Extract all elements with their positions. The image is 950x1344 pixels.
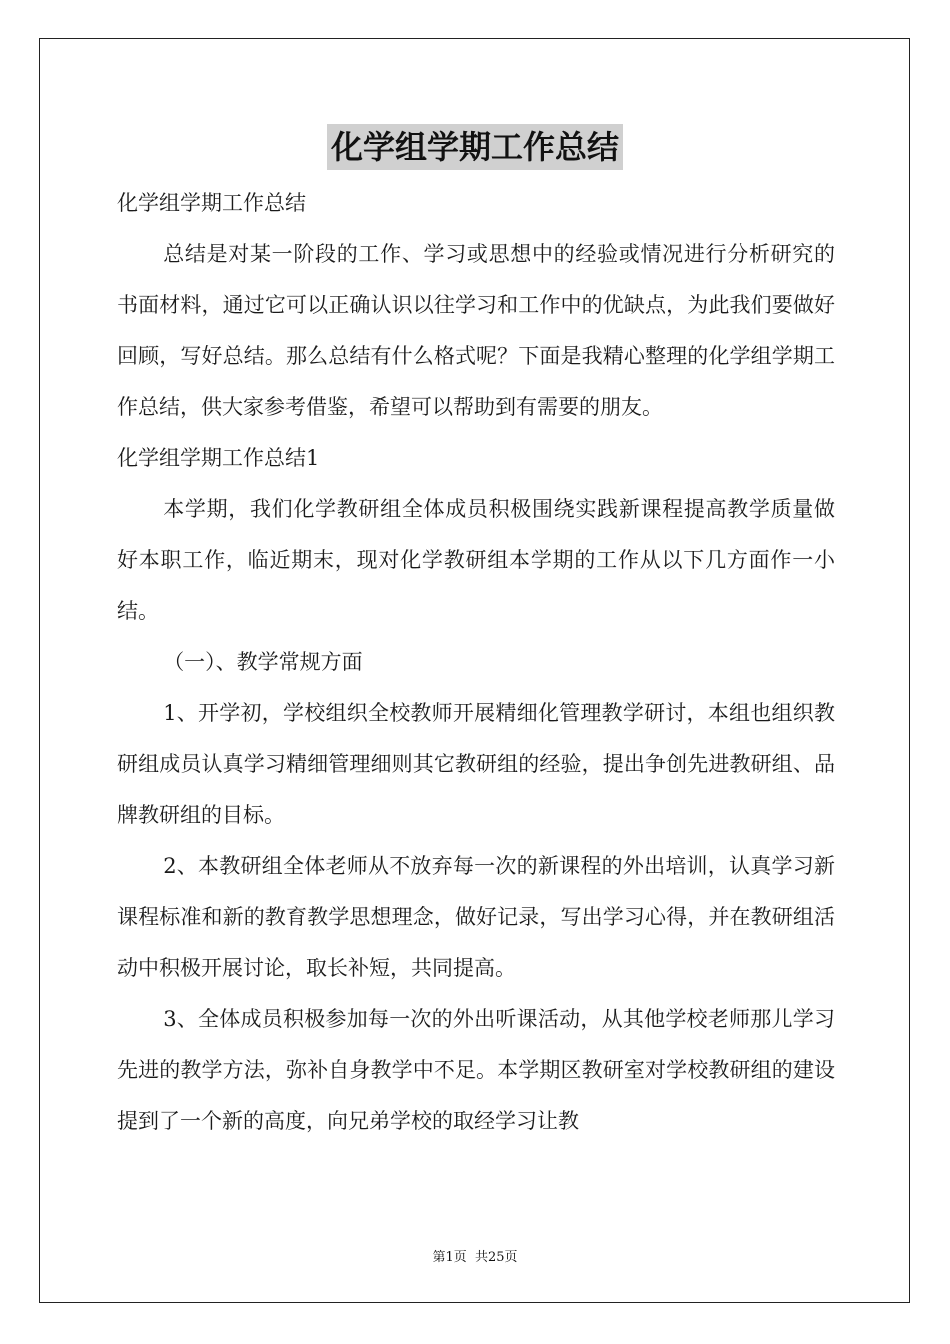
section-heading: 化学组学期工作总结1 <box>117 446 320 470</box>
page-total: 共25页 <box>474 1250 518 1265</box>
body-paragraph: 2、本教研组全体老师从不放弃每一次的新课程的外出培训，认真学习新课程标准和新的教育教学思想理念，做好记录，写出学习心得，并在教研组活动中积极开展讨论，取长补短，共同提高。 <box>117 854 835 980</box>
document-title: 化学组学期工作总结 <box>327 124 623 170</box>
body-paragraph: 1、开学初，学校组织全校教师开展精细化管理教学研讨，本组也组织教研组成员认真学习精细管理细则其它教研组的经验，提出争创先进教研组、品牌教研组的目标。 <box>117 701 835 827</box>
document-body <box>117 178 835 1147</box>
intro-paragraph: 总结是对某一阶段的工作、学习或思想中的经验或情况进行分析研究的书面材料，通过它可以正确认识以往学习和工作中的优缺点，为此我们要做好回顾，写好总结。那么总结有什么格式呢？下面是我精心整理的化学组学期工作总结，供大家参考借鉴，希望可以帮助到有需要的朋友。 <box>117 242 835 419</box>
body-paragraph: 3、全体成员积极参加每一次的外出听课活动，从其他学校老师那儿学习先进的教学方法，弥补自身教学中不足。本学期区教研室对学校教研组的建设提到了一个新的高度，向兄弟学校的取经学习让教 <box>117 1007 835 1133</box>
title-block <box>0 124 950 170</box>
page-footer <box>0 1246 950 1265</box>
page-number: 第1页 <box>432 1250 467 1265</box>
section-heading: 化学组学期工作总结 <box>117 191 306 215</box>
body-paragraph: 本学期，我们化学教研组全体成员积极围绕实践新课程提高教学质量做好本职工作，临近期末，现对化学教研组本学期的工作从以下几方面作一小结。 <box>117 497 835 623</box>
subsection-heading: （一）、教学常规方面 <box>163 650 363 674</box>
